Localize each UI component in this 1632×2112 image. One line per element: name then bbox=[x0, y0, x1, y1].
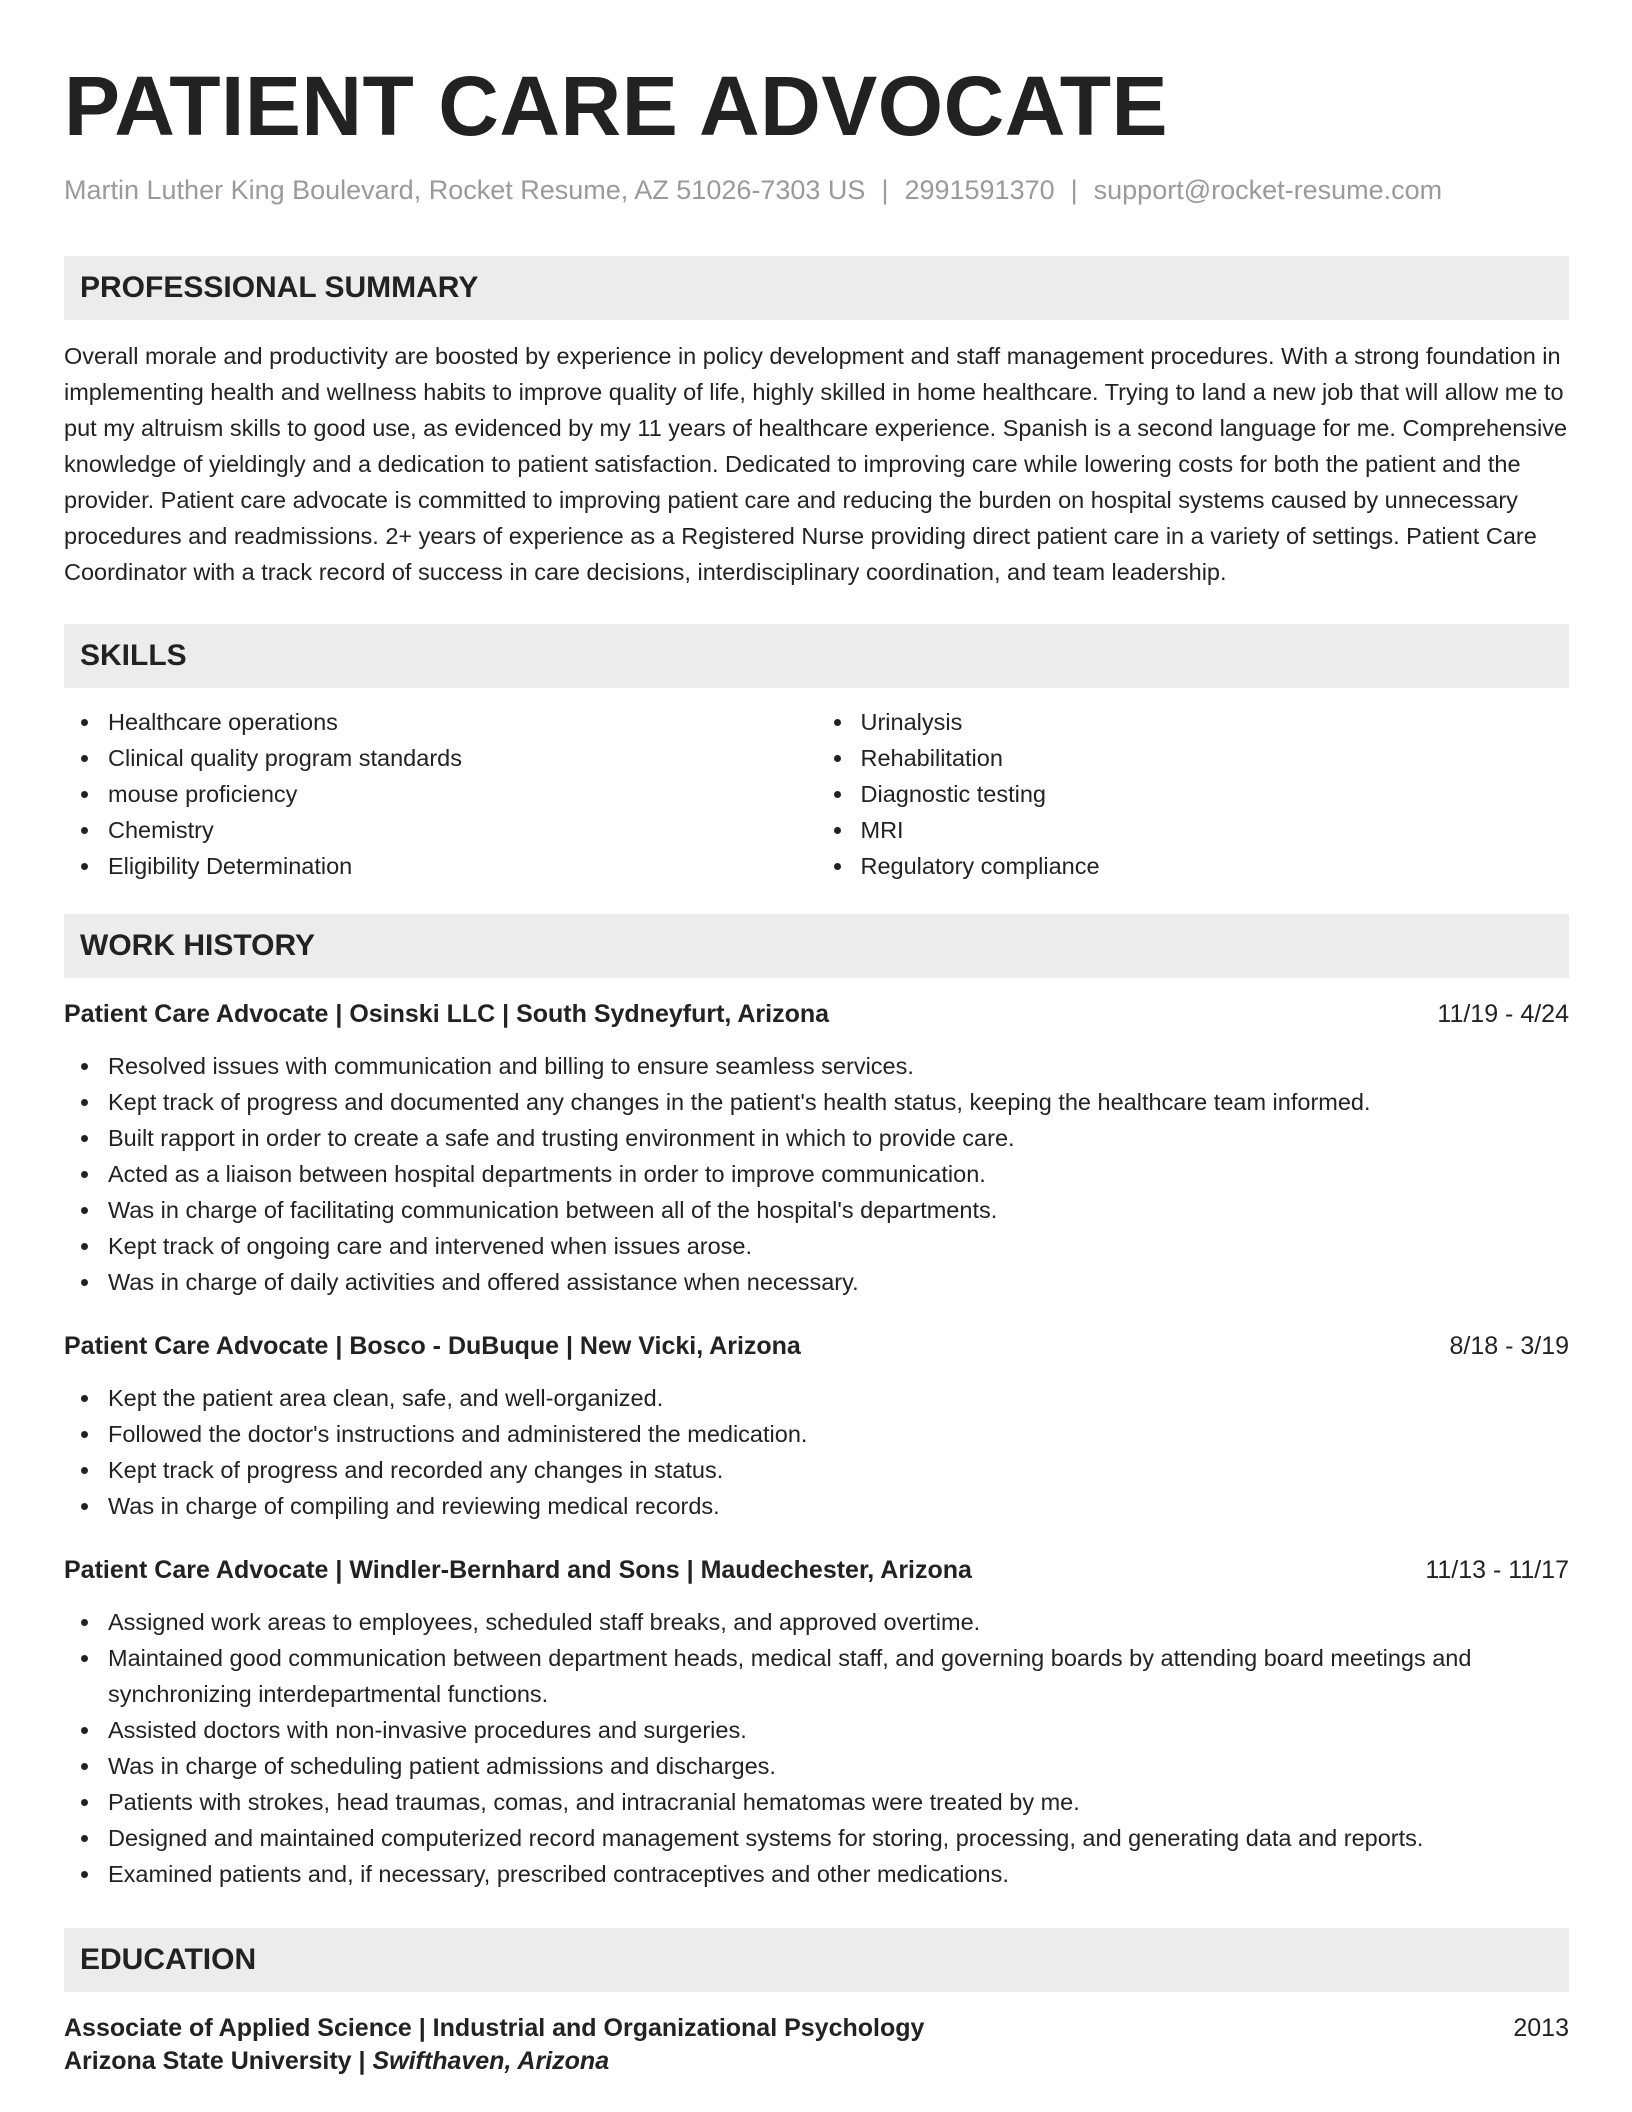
education-location: Swifthaven, Arizona bbox=[372, 2047, 610, 2075]
job-bullet: Kept track of progress and documented any changes in the patient's health status, keeping the healthcare team informed. bbox=[64, 1084, 1569, 1120]
job-bullet: Was in charge of compiling and reviewing medical records. bbox=[64, 1488, 1569, 1524]
job-header bbox=[64, 1554, 1569, 1586]
education-entry bbox=[64, 2012, 1569, 2078]
job-bullet: Kept the patient area clean, safe, and well-organized. bbox=[64, 1380, 1569, 1416]
job-bullet: Patients with strokes, head traumas, comas, and intracranial hematomas were treated by me. bbox=[64, 1784, 1569, 1820]
job-bullet: Kept track of ongoing care and intervened when issues arose. bbox=[64, 1228, 1569, 1264]
job-bullet: Was in charge of facilitating communication between all of the hospital's departments. bbox=[64, 1192, 1569, 1228]
skill-item: Chemistry bbox=[64, 812, 817, 848]
job-bullet: Acted as a liaison between hospital departments in order to improve communication. bbox=[64, 1156, 1569, 1192]
contact-address: Martin Luther King Boulevard, Rocket Resume, AZ 51026-7303 US bbox=[64, 175, 866, 205]
skill-item: Eligibility Determination bbox=[64, 848, 817, 884]
skills-columns bbox=[64, 704, 1569, 884]
job-dates: 8/18 - 3/19 bbox=[1449, 1332, 1569, 1360]
job-dates: 11/19 - 4/24 bbox=[1437, 1000, 1569, 1028]
skills-column-left bbox=[64, 704, 817, 884]
education-header bbox=[64, 2012, 1569, 2044]
skills-list-left bbox=[64, 704, 817, 884]
job-header bbox=[64, 1330, 1569, 1362]
job-entry bbox=[64, 998, 1569, 1300]
job-bullet: Was in charge of daily activities and offered assistance when necessary. bbox=[64, 1264, 1569, 1300]
job-bullets bbox=[64, 1380, 1569, 1524]
job-bullet: Kept track of progress and recorded any changes in status. bbox=[64, 1452, 1569, 1488]
job-title: Patient Care Advocate | Osinski LLC | South Sydneyfurt, Arizona bbox=[64, 1000, 830, 1028]
contact-phone: 2991591370 bbox=[904, 175, 1055, 205]
job-bullet: Built rapport in order to create a safe and trusting environment in which to provide care. bbox=[64, 1120, 1569, 1156]
summary-heading: PROFESSIONAL SUMMARY bbox=[64, 256, 1569, 320]
job-entry bbox=[64, 1330, 1569, 1524]
job-bullet: Was in charge of scheduling patient admissions and discharges. bbox=[64, 1748, 1569, 1784]
summary-text: Overall morale and productivity are boosted by experience in policy development and staff management procedures. With a strong foundation in implementing health and wellness habits to improve quality of life, highly skilled in home healthcare. Trying to land a new job that will allow me to put my altruism skills to good use, as evidenced by my 11 years of healthcare experience. Spanish is a second language for me. Comprehensive knowledge of yieldingly and a dedication to patient satisfaction. Dedicated to improving care while lowering costs for both the patient and the provider. Patient care advocate is committed to improving patient care and reducing the burden on hospital systems caused by unnecessary procedures and readmissions. 2+ years of experience as a Registered Nurse providing direct patient care in a variety of settings. Patient Care Coordinator with a track record of success in care decisions, interdisciplinary coordination, and team leadership. bbox=[64, 343, 1568, 585]
job-bullet: Followed the doctor's instructions and administered the medication. bbox=[64, 1416, 1569, 1452]
contact-email: support@rocket-resume.com bbox=[1093, 175, 1443, 205]
job-bullet: Examined patients and, if necessary, prescribed contraceptives and other medications. bbox=[64, 1856, 1569, 1892]
education-school: Arizona State University bbox=[64, 2047, 352, 2075]
job-bullet: Assigned work areas to employees, scheduled staff breaks, and approved overtime. bbox=[64, 1604, 1569, 1640]
skill-item: MRI bbox=[817, 812, 1570, 848]
job-bullet: Maintained good communication between department heads, medical staff, and governing boards by attending board meetings and synchronizing interdepartmental functions. bbox=[64, 1640, 1569, 1712]
education-school-line: Arizona State University | Swifthaven, Arizona bbox=[64, 2047, 610, 2075]
contact-separator: | bbox=[1070, 175, 1078, 205]
resume-name: PATIENT CARE ADVOCATE bbox=[64, 59, 1169, 153]
job-dates: 11/13 - 11/17 bbox=[1425, 1556, 1569, 1584]
contact-separator: | bbox=[881, 175, 889, 205]
skill-item: Healthcare operations bbox=[64, 704, 817, 740]
skills-list-right bbox=[817, 704, 1570, 884]
skill-item: mouse proficiency bbox=[64, 776, 817, 812]
skill-item: Diagnostic testing bbox=[817, 776, 1570, 812]
contact-line bbox=[64, 174, 1569, 206]
skills-heading: SKILLS bbox=[64, 624, 1569, 688]
job-bullet: Assisted doctors with non-invasive procedures and surgeries. bbox=[64, 1712, 1569, 1748]
skill-item: Urinalysis bbox=[817, 704, 1570, 740]
skill-item: Regulatory compliance bbox=[817, 848, 1570, 884]
skill-item: Clinical quality program standards bbox=[64, 740, 817, 776]
education-heading: EDUCATION bbox=[64, 1928, 1569, 1992]
education-year: 2013 bbox=[1513, 2014, 1569, 2042]
job-title: Patient Care Advocate | Bosco - DuBuque | New Vicki, Arizona bbox=[64, 1332, 801, 1360]
job-bullet: Resolved issues with communication and billing to ensure seamless services. bbox=[64, 1048, 1569, 1084]
job-bullets bbox=[64, 1048, 1569, 1300]
skill-item: Rehabilitation bbox=[817, 740, 1570, 776]
job-entry bbox=[64, 1554, 1569, 1892]
skills-column-right bbox=[817, 704, 1570, 884]
education-degree: Associate of Applied Science | Industrial and Organizational Psychology bbox=[64, 2014, 925, 2042]
job-bullet: Designed and maintained computerized record management systems for storing, processing, and generating data and reports. bbox=[64, 1820, 1569, 1856]
job-header bbox=[64, 998, 1569, 1030]
job-title: Patient Care Advocate | Windler-Bernhard and Sons | Maudechester, Arizona bbox=[64, 1556, 972, 1584]
job-bullets bbox=[64, 1604, 1569, 1892]
work-history-heading: WORK HISTORY bbox=[64, 914, 1569, 978]
